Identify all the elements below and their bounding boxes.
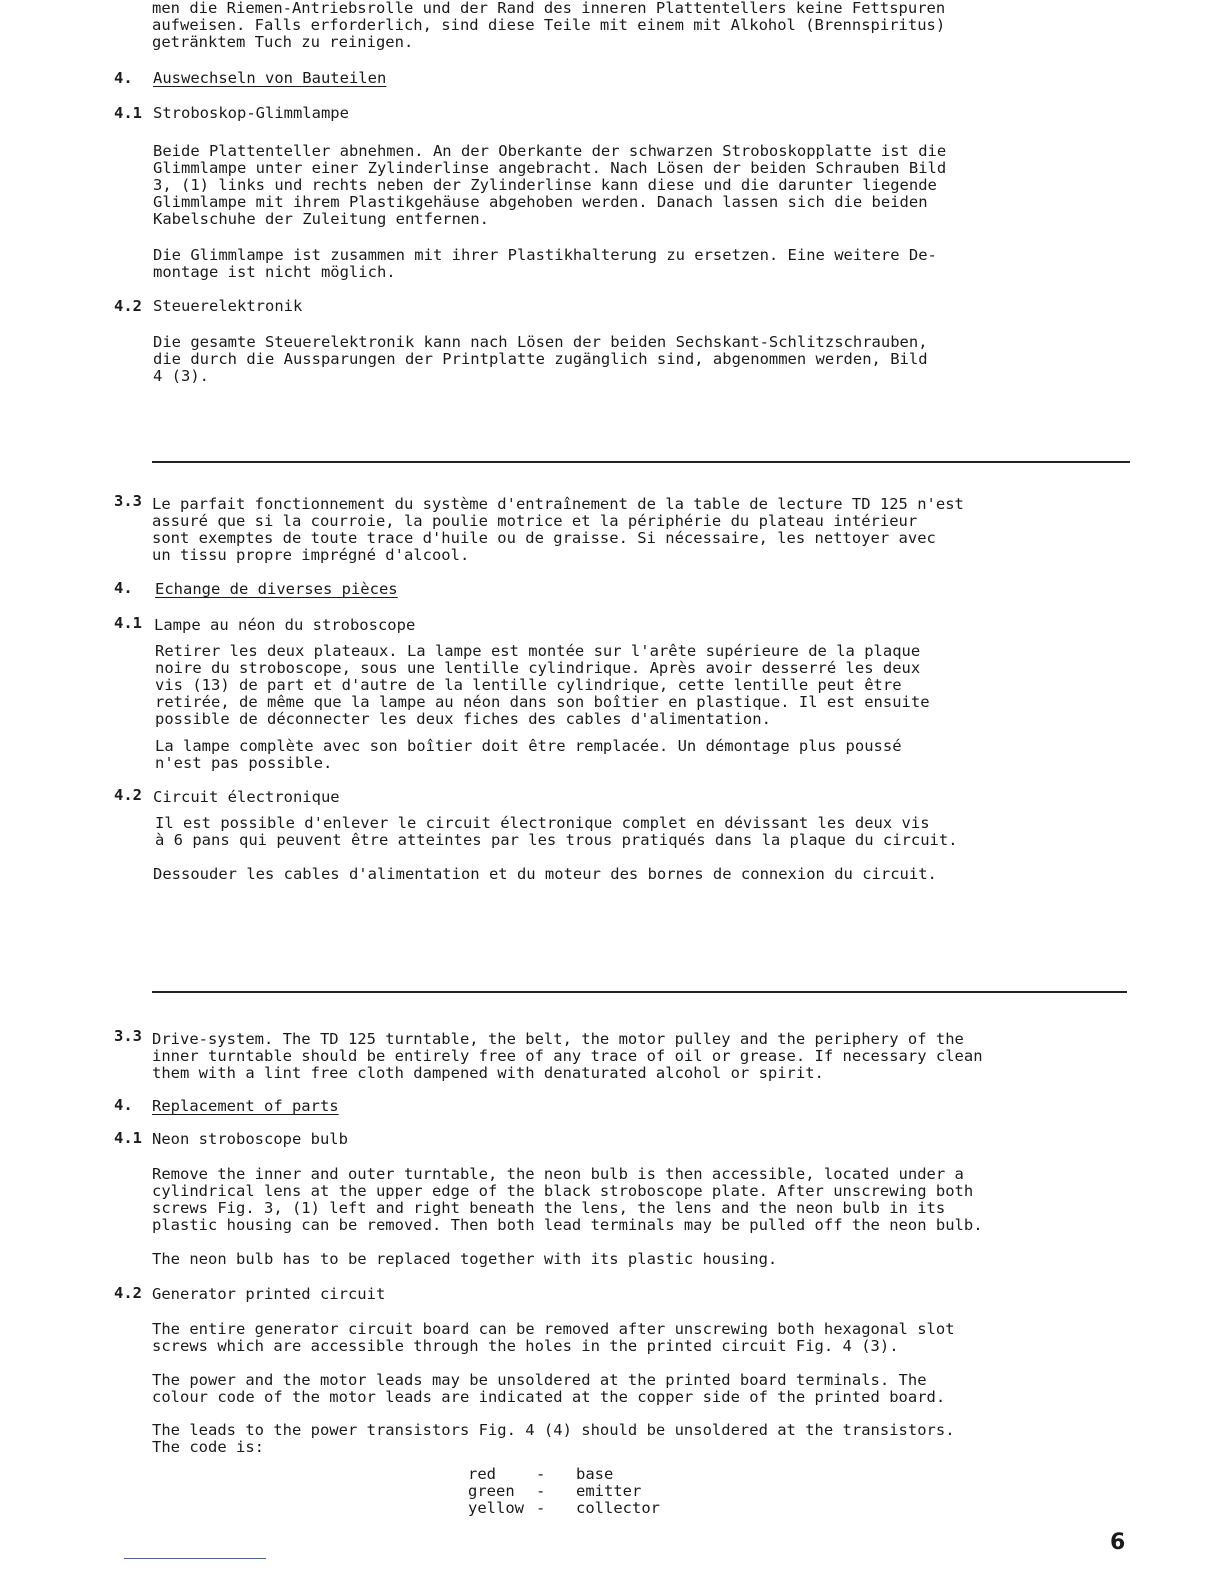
section-divider-1: [152, 461, 1130, 463]
fr-4-1-p2-line-2: n'est pas possible.: [155, 754, 333, 772]
fr-section-4-2-title: Circuit électronique: [153, 788, 340, 806]
en-4-2-p3-line-1: The leads to the power transistors Fig. 4 (4) should be unsoldered at the transistors.: [152, 1421, 955, 1439]
fr-4-1-p1-line-1: Retirer les deux plateaux. La lampe est montée sur l'arête supérieure de la plaque: [155, 642, 921, 660]
de-section-4-title: Auswechseln von Bauteilen: [153, 69, 387, 87]
fr-section-3-3-number: 3.3: [114, 492, 142, 510]
section-divider-2: [152, 991, 1127, 993]
fr-4-2-p2-line-1: Dessouder les cables d'alimentation et du moteur des bornes de connexion du circuit.: [153, 865, 937, 883]
en-section-4-2-number: 4.2: [114, 1284, 142, 1302]
en-section-3-3-number: 3.3: [114, 1027, 142, 1045]
en-4-1-p2-line-1: The neon bulb has to be replaced together with its plastic housing.: [152, 1250, 778, 1268]
en-4-1-p1-line-1: Remove the inner and outer turntable, the neon bulb is then accessible, located under a: [152, 1165, 964, 1183]
code-terminal: collector: [576, 1499, 660, 1517]
code-terminal: base: [576, 1465, 614, 1483]
code-dash: -: [536, 1482, 546, 1500]
fr-3-3-line-4: un tissu propre imprégné d'alcool.: [152, 546, 470, 564]
de-4-2-p1-line-3: 4 (3).: [153, 367, 209, 385]
code-dash: -: [536, 1465, 546, 1483]
en-4-2-p2-line-2: colour code of the motor leads are indicated at the copper side of the printed board.: [152, 1388, 946, 1406]
fr-section-4-1-title: Lampe au néon du stroboscope: [154, 616, 416, 634]
en-section-4-title: Replacement of parts: [152, 1097, 339, 1115]
fr-4-1-p1-line-3: vis (13) de part et d'autre de la lentille cylindrique, cette lentille peut être: [155, 676, 902, 694]
en-section-4-1-title: Neon stroboscope bulb: [152, 1130, 348, 1148]
en-4-2-p2-line-1: The power and the motor leads may be unsoldered at the printed board terminals. The: [152, 1371, 927, 1389]
de-section-4-2-title: Steuerelektronik: [153, 297, 303, 315]
code-row-yellow: [468, 1500, 666, 1517]
fr-4-1-p1-line-2: noire du stroboscope, sous une lentille cylindrique. Après avoir desserré les deux: [155, 659, 921, 677]
intro-line-2: aufweisen. Falls erforderlich, sind diese Teile mit einem mit Alkohol (Brennspiritus): [152, 16, 946, 34]
intro-line-3: getränktem Tuch zu reinigen.: [152, 33, 414, 51]
code-dash: -: [536, 1499, 546, 1517]
de-4-1-p1-line-2: Glimmlampe unter einer Zylinderlinse angebracht. Nach Lösen der beiden Schrauben Bild: [153, 159, 947, 177]
en-4-2-p1-line-1: The entire generator circuit board can be removed after unscrewing both hexagonal slot: [152, 1320, 955, 1338]
de-4-1-p1-line-3: 3, (1) links und rechts neben der Zylinderlinse kann diese und die darunter liegende: [153, 176, 937, 194]
en-4-1-p1-line-3: screws Fig. 3, (1) left and right beneath the lens, the lens and the neon bulb in its: [152, 1199, 946, 1217]
de-section-4-1-number: 4.1: [114, 104, 142, 122]
intro-line-1: men die Riemen-Antriebsrolle und der Rand des inneren Plattentellers keine Fettspuren: [152, 0, 946, 17]
en-4-2-p3-line-2: The code is:: [152, 1438, 264, 1456]
fr-section-4-2-number: 4.2: [114, 786, 142, 804]
code-color: green: [468, 1482, 515, 1500]
de-section-4-2-number: 4.2: [114, 297, 142, 315]
code-terminal: emitter: [576, 1482, 642, 1500]
de-section-4-number: 4.: [114, 69, 133, 87]
de-4-1-p1-line-1: Beide Plattenteller abnehmen. An der Oberkante der schwarzen Stroboskopplatte ist die: [153, 142, 947, 160]
page-number: 6: [1110, 1530, 1126, 1555]
fr-4-2-p1-line-1: Il est possible d'enlever le circuit électronique complet en dévissant les deux vis: [155, 814, 930, 832]
en-3-3-line-1: Drive-system. The TD 125 turntable, the belt, the motor pulley and the periphery of the: [152, 1030, 964, 1048]
de-4-2-p1-line-2: die durch die Aussparungen der Printplatte zugänglich sind, abgenommen werden, Bild: [153, 350, 928, 368]
code-row-green: [468, 1483, 666, 1500]
en-3-3-line-3: them with a lint free cloth dampened with denaturated alcohol or spirit.: [152, 1064, 824, 1082]
de-4-1-p1-line-5: Kabelschuhe der Zuleitung entfernen.: [153, 210, 489, 228]
en-section-4-2-title: Generator printed circuit: [152, 1285, 386, 1303]
fr-4-1-p1-line-5: possible de déconnecter les deux fiches des cables d'alimentation.: [155, 710, 771, 728]
en-section-4-number: 4.: [114, 1096, 133, 1114]
de-4-1-p2-line-2: montage ist nicht möglich.: [153, 263, 396, 281]
en-4-2-p1-line-2: screws which are accessible through the holes in the printed circuit Fig. 4 (3).: [152, 1337, 899, 1355]
fr-4-1-p2-line-1: La lampe complète avec son boîtier doit être remplacée. Un démontage plus poussé: [155, 737, 902, 755]
fr-4-2-p1-line-2: à 6 pans qui peuvent être atteintes par les trous pratiqués dans la plaque du circuit.: [155, 831, 958, 849]
fr-section-4-number: 4.: [114, 579, 133, 597]
en-3-3-line-2: inner turntable should be entirely free of any trace of oil or grease. If necessary clean: [152, 1047, 983, 1065]
en-4-1-p1-line-2: cylindrical lens at the upper edge of the black stroboscope plate. After unscrewing both: [152, 1182, 974, 1200]
code-row-red: [468, 1466, 666, 1483]
transistor-code-table: [468, 1466, 666, 1517]
en-4-1-p1-line-4: plastic housing can be removed. Then both lead terminals may be pulled off the neon bulb.: [152, 1216, 983, 1234]
de-4-1-p2-line-1: Die Glimmlampe ist zusammen mit ihrer Plastikhalterung zu ersetzen. Eine weitere De-: [153, 246, 937, 264]
en-section-4-1-number: 4.1: [114, 1129, 142, 1147]
code-color: red: [468, 1465, 496, 1483]
fr-section-4-1-number: 4.1: [114, 614, 142, 632]
de-4-2-p1-line-1: Die gesamte Steuerelektronik kann nach Lösen der beiden Sechskant-Schlitzschrauben,: [153, 333, 928, 351]
fr-3-3-line-3: sont exemptes de toute trace d'huile ou de graisse. Si nécessaire, les nettoyer avec: [152, 529, 936, 547]
de-4-1-p1-line-4: Glimmlampe mit ihrem Plastikgehäuse abgehoben werden. Danach lassen sich die beiden: [153, 193, 928, 211]
fr-section-4-title: Echange de diverses pièces: [155, 580, 398, 598]
fr-3-3-line-1: Le parfait fonctionnement du système d'entraînement de la table de lecture TD 125 n'est: [152, 495, 964, 513]
de-section-4-1-title: Stroboskop-Glimmlampe: [153, 104, 349, 122]
code-color: yellow: [468, 1499, 524, 1517]
fr-3-3-line-2: assuré que si la courroie, la poulie motrice et la périphérie du plateau intérieur: [152, 512, 918, 530]
scan-artifact-line: [124, 1558, 266, 1559]
fr-4-1-p1-line-4: retirée, de même que la lampe au néon dans son boîtier en plastique. Il est ensuite: [155, 693, 930, 711]
